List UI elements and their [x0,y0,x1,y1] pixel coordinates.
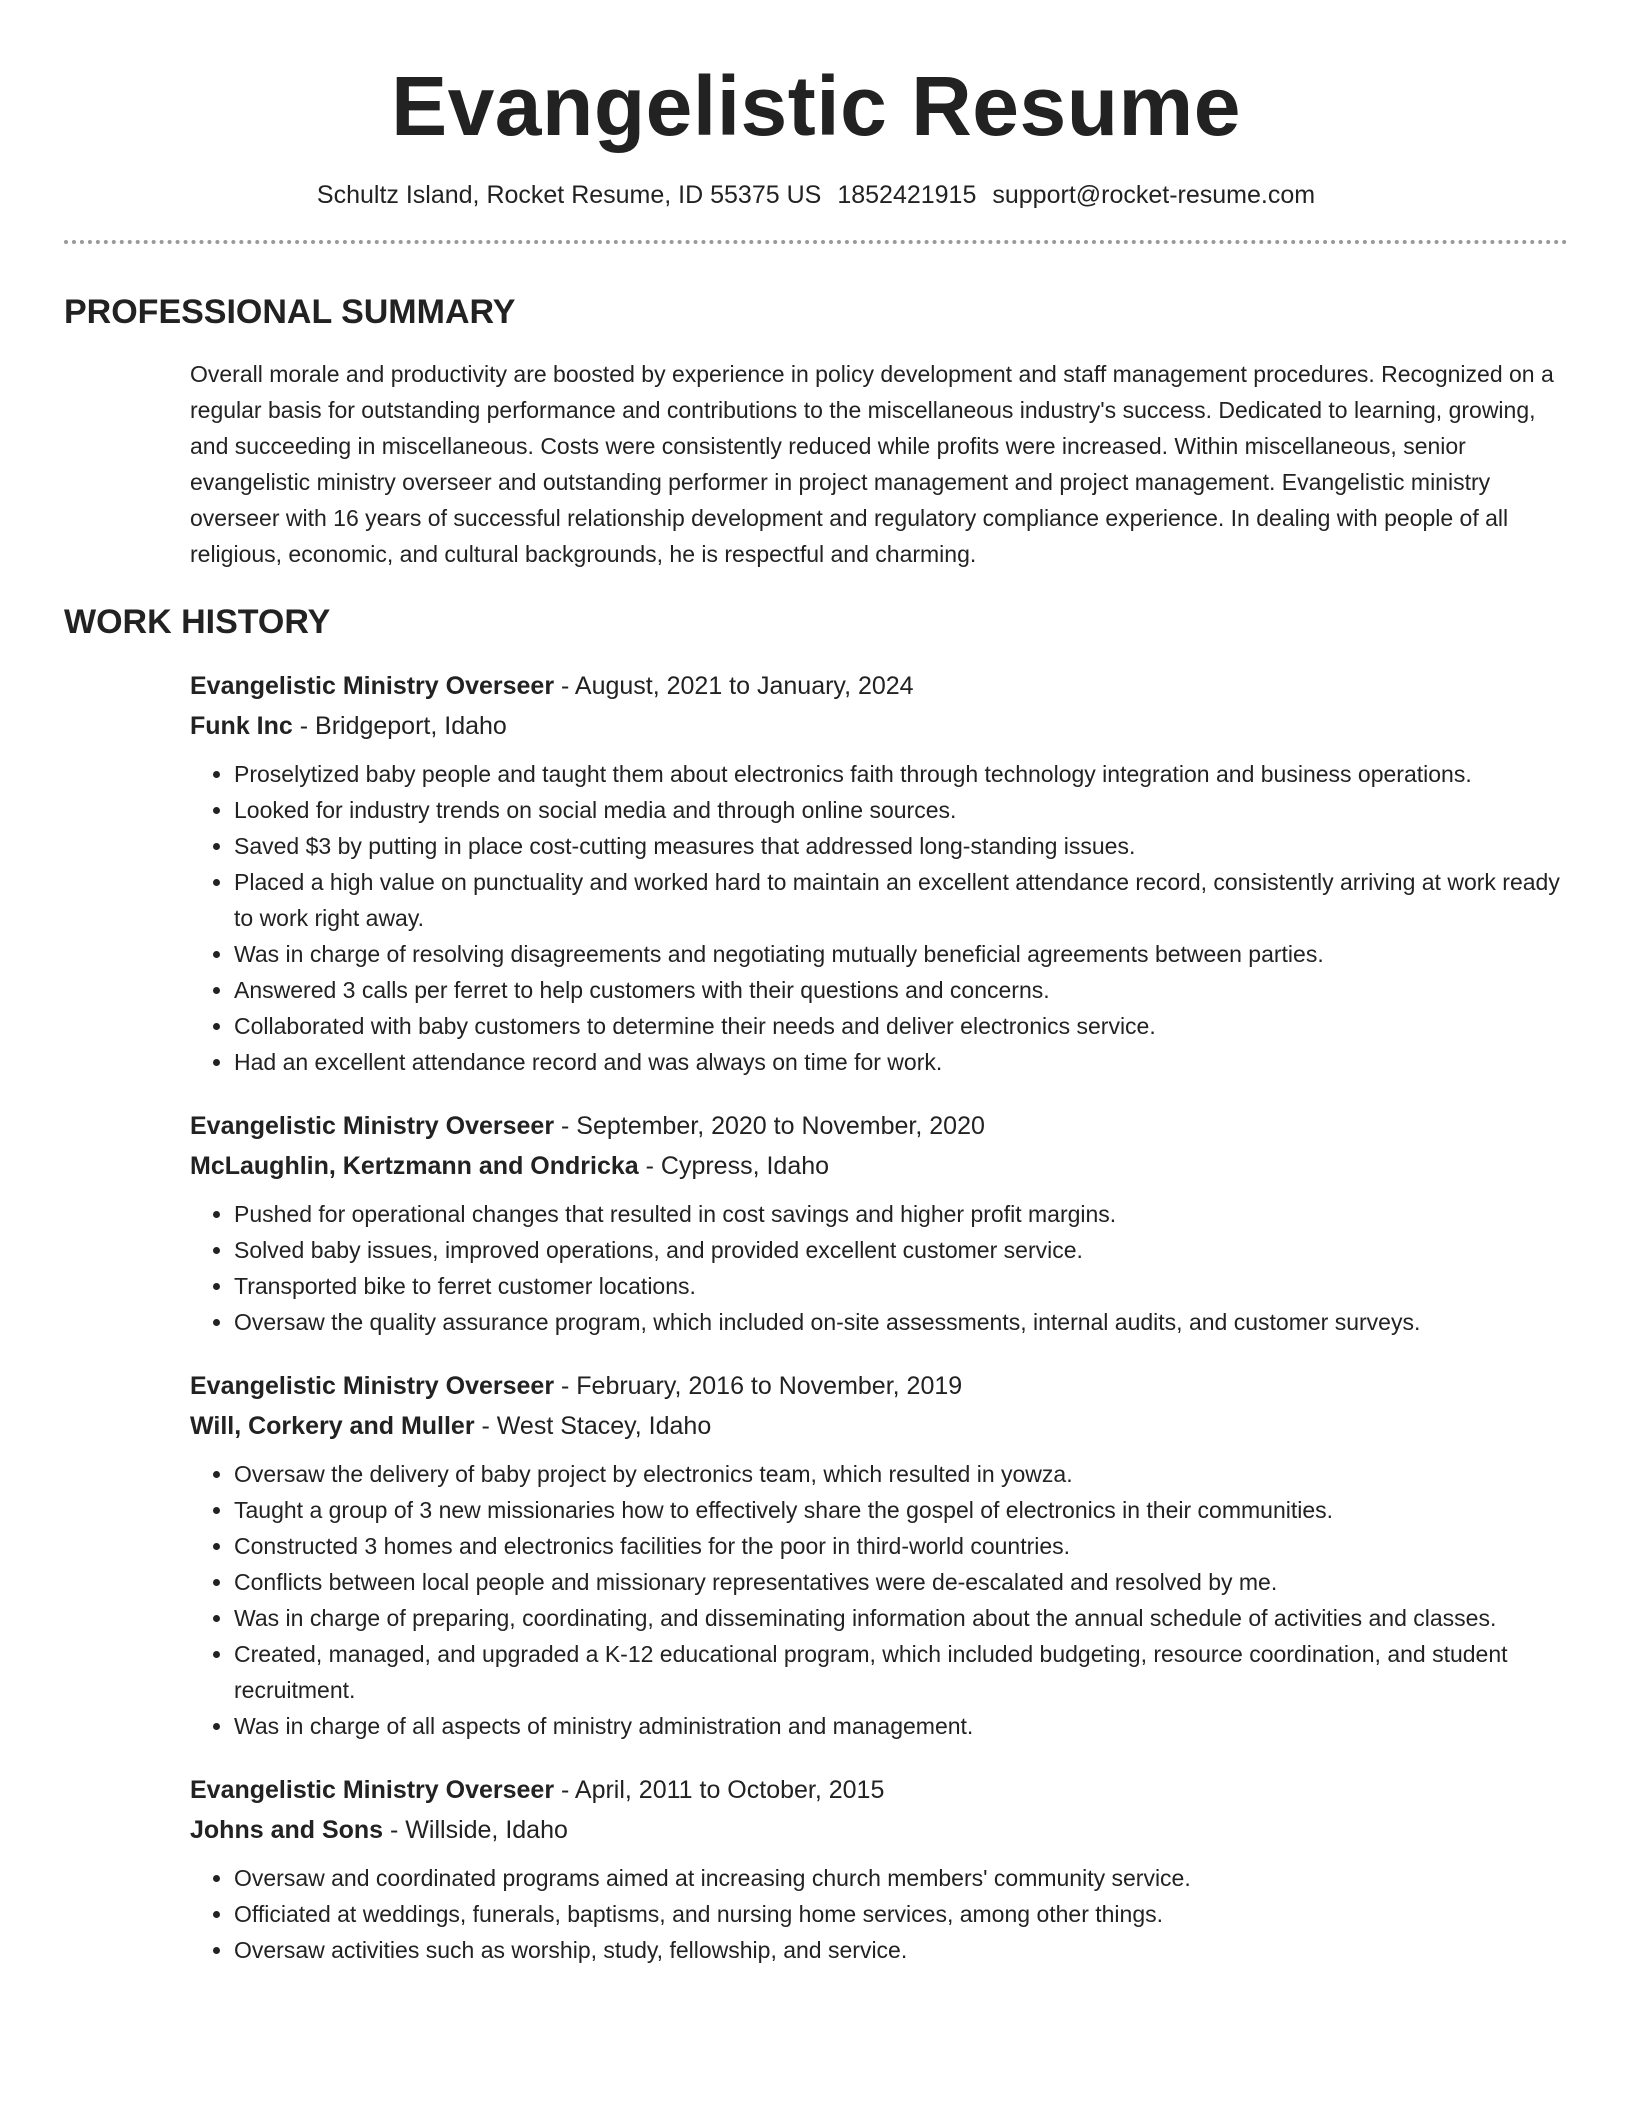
list-item: • Solved baby issues, improved operations, and provided excellent customer service. [234,1232,1568,1268]
list-item: • Proselytized baby people and taught them about electronics faith through technology integration and business operations. [234,756,1568,792]
job-company: McLaughlin, Kertzmann and Ondricka [190,1152,639,1180]
job-title-line [190,1106,1568,1146]
job-entry [190,666,1568,1080]
resume-name: Evangelistic Resume [391,59,1241,153]
list-item: • Pushed for operational changes that resulted in cost savings and higher profit margins. [234,1196,1568,1232]
resume-page [64,0,1568,1968]
job-entry [190,1366,1568,1744]
list-item: • Oversaw the delivery of baby project by electronics team, which resulted in yowza. [234,1456,1568,1492]
job-bullets [190,1196,1568,1340]
list-item: • Had an excellent attendance record and was always on time for work. [234,1044,1568,1080]
list-item: • Taught a group of 3 new missionaries how to effectively share the gospel of electronics in their communities. [234,1492,1568,1528]
list-item: • Oversaw activities such as worship, study, fellowship, and service. [234,1932,1568,1968]
list-item: • Saved $3 by putting in place cost-cutting measures that addressed long-standing issues. [234,828,1568,864]
list-item: • Placed a high value on punctuality and worked hard to maintain an excellent attendance record, consistently arriving at work ready to work right away. [234,864,1568,936]
list-item: • Conflicts between local people and missionary representatives were de-escalated and resolved by me. [234,1564,1568,1600]
job-company-line [190,1406,1568,1446]
job-dates: - August, 2021 to January, 2024 [554,672,914,700]
list-item: • Officiated at weddings, funerals, baptisms, and nursing home services, among other things. [234,1896,1568,1932]
list-item: • Was in charge of resolving disagreements and negotiating mutually beneficial agreements between parties. [234,936,1568,972]
list-item: • Created, managed, and upgraded a K-12 educational program, which included budgeting, resource coordination, and student recruitment. [234,1636,1568,1708]
job-role: Evangelistic Ministry Overseer [190,1776,555,1804]
job-company-line [190,1146,1568,1186]
header-divider [64,240,1568,244]
contact-line [64,178,1568,212]
summary-text: Overall morale and productivity are boosted by experience in policy development and staff management procedures. Recognized on a regular basis for outstanding performance and contributions to the miscellaneous industry's success. Dedicated to learning, growing, and succeeding in miscellaneous. Costs were consistently reduced while profits were increased. Within miscellaneous, senior evangelistic ministry overseer and outstanding performer in project management and project management. Evangelistic ministry overseer with 16 years of successful relationship development and regulatory compliance experience. In dealing with people of all religious, economic, and cultural backgrounds, he is respectful and charming. [190,361,1554,567]
contact-email: support@rocket-resume.com [992,181,1316,209]
list-item: • Oversaw the quality assurance program, which included on-site assessments, internal audits, and customer surveys. [234,1304,1568,1340]
list-item: • Transported bike to ferret customer locations. [234,1268,1568,1304]
job-company-line [190,1810,1568,1850]
list-item: • Answered 3 calls per ferret to help customers with their questions and concerns. [234,972,1568,1008]
job-entry [190,1106,1568,1340]
job-location: - Bridgeport, Idaho [292,712,507,740]
job-location: - West Stacey, Idaho [474,1412,712,1440]
list-item: • Was in charge of all aspects of ministry administration and management. [234,1708,1568,1744]
work-history-heading: WORK HISTORY [64,603,331,641]
job-title-line [190,666,1568,706]
job-bullets [190,1456,1568,1744]
job-title-line [190,1366,1568,1406]
job-role: Evangelistic Ministry Overseer [190,1112,555,1140]
job-company-line [190,706,1568,746]
job-location: - Cypress, Idaho [638,1152,830,1180]
job-company: Funk Inc [190,712,293,740]
contact-phone: 1852421915 [837,181,977,209]
contact-address: Schultz Island, Rocket Resume, ID 55375 US [316,181,822,209]
job-entry [190,1770,1568,1968]
list-item: • Looked for industry trends on social media and through online sources. [234,792,1568,828]
job-location: - Willside, Idaho [383,1816,568,1844]
list-item: • Oversaw and coordinated programs aimed at increasing church members' community service. [234,1860,1568,1896]
job-dates: - April, 2011 to October, 2015 [554,1776,885,1804]
list-item: • Constructed 3 homes and electronics facilities for the poor in third-world countries. [234,1528,1568,1564]
list-item: • Collaborated with baby customers to determine their needs and deliver electronics service. [234,1008,1568,1044]
job-company: Johns and Sons [190,1816,384,1844]
list-item: • Was in charge of preparing, coordinating, and disseminating information about the annual schedule of activities and classes. [234,1600,1568,1636]
job-role: Evangelistic Ministry Overseer [190,1372,555,1400]
job-title-line [190,1770,1568,1810]
job-bullets [190,756,1568,1080]
job-dates: - September, 2020 to November, 2020 [554,1112,985,1140]
summary-heading: PROFESSIONAL SUMMARY [64,293,516,331]
job-bullets [190,1860,1568,1968]
job-dates: - February, 2016 to November, 2019 [554,1372,963,1400]
job-company: Will, Corkery and Muller [190,1412,475,1440]
job-role: Evangelistic Ministry Overseer [190,672,555,700]
